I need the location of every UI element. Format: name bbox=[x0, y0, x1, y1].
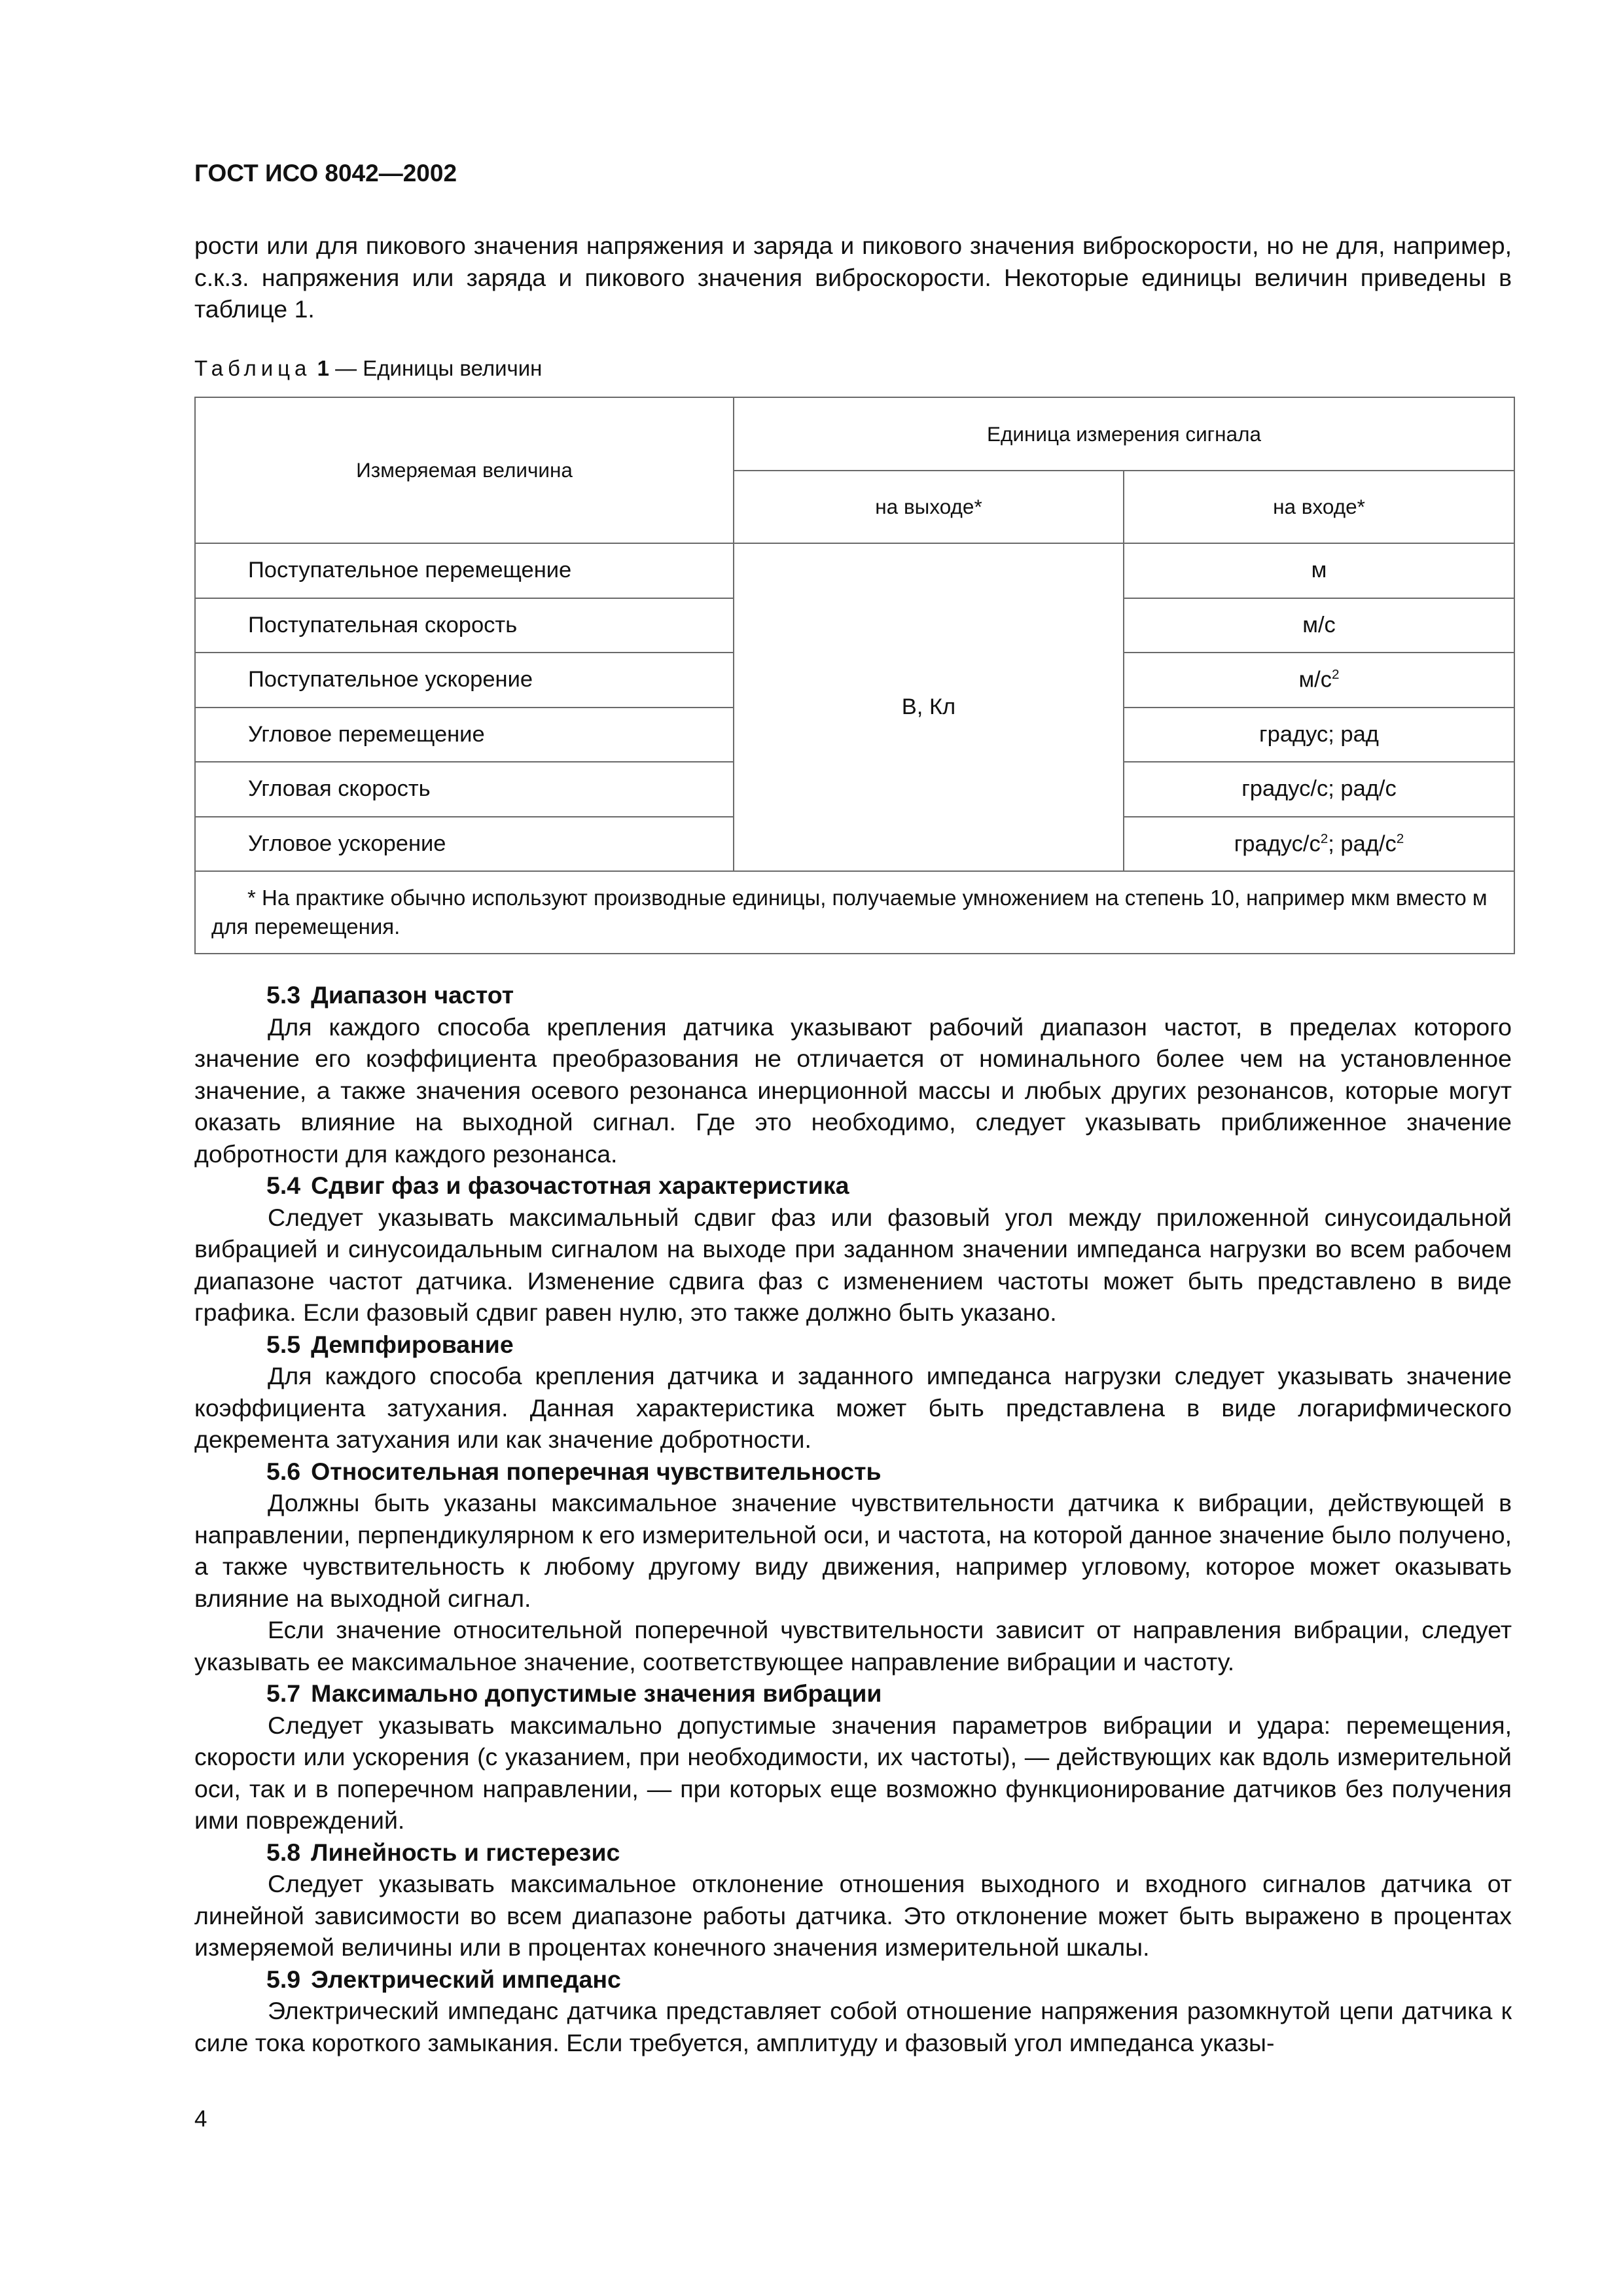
section-title: Линейность и гистерезис bbox=[311, 1838, 620, 1866]
section-paragraph: Электрический импеданс датчика представляет собой отношение напряжения разомкнутой цепи датчика к силе тока короткого замыкания. Если требуется, амплитуду и фазовый угол импеданса указы- bbox=[194, 1997, 1512, 2056]
section-heading bbox=[194, 1170, 1512, 1202]
unit-exponent: 2 bbox=[1396, 831, 1404, 846]
section-title: Максимально допустимые значения вибрации bbox=[311, 1679, 882, 1707]
quantity-cell: Поступательное ускорение bbox=[195, 653, 734, 708]
section-heading bbox=[194, 1677, 1512, 1710]
page-number: 4 bbox=[194, 2106, 207, 2132]
header-input: на входе* bbox=[1124, 471, 1514, 543]
section-number: 5.3 bbox=[266, 981, 301, 1009]
section-title: Относительная поперечная чувствительность bbox=[311, 1457, 882, 1485]
section-number: 5.7 bbox=[266, 1679, 301, 1707]
input-unit-cell: м/с bbox=[1124, 598, 1514, 653]
section-heading bbox=[194, 1837, 1512, 1869]
document-header: ГОСТ ИСО 8042—2002 bbox=[194, 160, 457, 187]
unit-text: ; рад/с bbox=[1328, 831, 1397, 856]
table-footnote-text: * На практике обычно используют производные единицы, получаемые умножением на степень 10, например мкм вместо м для перемещения. bbox=[211, 886, 1488, 939]
section-title: Демпфирование bbox=[311, 1330, 514, 1358]
header-signal-unit: Единица измерения сигнала bbox=[734, 397, 1514, 471]
quantity-cell: Поступательная скорость bbox=[195, 598, 734, 653]
quantity-cell: Угловое ускорение bbox=[195, 817, 734, 872]
sections-block bbox=[194, 979, 1512, 2058]
table-caption bbox=[194, 356, 542, 381]
input-unit-cell: градус/с; рад/с bbox=[1124, 762, 1514, 817]
intro-paragraph: рости или для пикового значения напряжения и заряда и пикового значения виброскорости, но не для, например, с.к.з. напряжения или заряда и пикового значения виброскорости. Некоторые единицы величин приведены в таблице 1. bbox=[194, 232, 1512, 323]
section-paragraph: Следует указывать максимальный сдвиг фаз или фазовый угол между приложенной синусоидальной вибрацией и синусоидальным сигналом на выходе при заданном значении импеданса нагрузки во всем рабочем диапазоне частот датчика. Изменение сдвига фаз с изменением частоты может быть представлено в виде графика. Если фазовый сдвиг равен нулю, это также должно быть указано. bbox=[194, 1203, 1512, 1326]
section-title: Сдвиг фаз и фазочастотная характеристика bbox=[311, 1172, 849, 1199]
quantity-cell: Поступательное перемещение bbox=[195, 543, 734, 598]
table-caption-number: 1 bbox=[317, 356, 329, 380]
unit-exponent: 2 bbox=[1332, 667, 1340, 682]
table-row bbox=[195, 543, 1514, 598]
table-footnote bbox=[195, 871, 1514, 954]
header-quantity: Измеряемая величина bbox=[195, 397, 734, 543]
quantity-cell: Угловая скорость bbox=[195, 762, 734, 817]
table-header-row bbox=[195, 397, 1514, 471]
section-title: Диапазон частот bbox=[311, 981, 514, 1009]
table-caption-title: — Единицы величин bbox=[335, 356, 543, 380]
section-paragraph: Если значение относительной поперечной чувствительности зависит от направления вибрации, следует указывать ее максимальное значение, соответствующее направление вибрации и частоту. bbox=[194, 1616, 1512, 1676]
section-number: 5.9 bbox=[266, 1965, 301, 1993]
section-title: Электрический импеданс bbox=[311, 1965, 621, 1993]
section-heading bbox=[194, 1456, 1512, 1488]
section-heading bbox=[194, 1329, 1512, 1361]
section-number: 5.8 bbox=[266, 1838, 301, 1866]
output-unit-cell: В, Кл bbox=[734, 543, 1124, 871]
intro-paragraph-block bbox=[194, 230, 1512, 325]
unit-exponent: 2 bbox=[1320, 831, 1329, 846]
section-number: 5.5 bbox=[266, 1330, 301, 1358]
section-heading bbox=[194, 979, 1512, 1011]
section-paragraph: Следует указывать максимальное отклонение отношения выходного и входного сигналов датчика от линейной зависимости во всем диапазоне работы датчика. Это отклонение может быть выражено в процентах измеряемой величины или в процентах конечного значения измерительной шкалы. bbox=[194, 1870, 1512, 1961]
input-unit-cell: градус; рад bbox=[1124, 708, 1514, 762]
header-output: на выходе* bbox=[734, 471, 1124, 543]
section-number: 5.4 bbox=[266, 1172, 301, 1199]
table-caption-prefix: Таблица bbox=[194, 356, 312, 380]
input-unit-cell bbox=[1124, 653, 1514, 708]
quantity-cell: Угловое перемещение bbox=[195, 708, 734, 762]
section-paragraph: Следует указывать максимально допустимые значения параметров вибрации и удара: перемещения, скорости или ускорения (с указанием, при необходимости, их частоты), — действующих как вдоль измерительной оси, так и в поперечном направлении, — при которых еще возможно функционирование датчиков без получения ими повреждений. bbox=[194, 1711, 1512, 1834]
section-paragraph: Должны быть указаны максимальное значение чувствительности датчика к вибрации, действующей в направлении, перпендикулярном к его измерительной оси, и частота, на которой данное значение было получено, а также чувствительность к любому другому виду движения, например угловому, которое может оказывать влияние на выходной сигнал. bbox=[194, 1489, 1512, 1612]
section-heading bbox=[194, 1964, 1512, 1996]
units-table bbox=[194, 397, 1515, 954]
table-footnote-row bbox=[195, 871, 1514, 954]
section-number: 5.6 bbox=[266, 1457, 301, 1485]
unit-text: м/с bbox=[1298, 667, 1332, 692]
input-unit-cell bbox=[1124, 817, 1514, 872]
unit-text: градус/с bbox=[1234, 831, 1321, 856]
section-paragraph: Для каждого способа крепления датчика указывают рабочий диапазон частот, в пределах которого значение его коэффициента преобразования не отличается от номинального более чем на установленное значение, а также значения осевого резонанса инерционной массы и любых других резонансов, которые могут оказать влияние на выходной сигнал. Где это необходимо, следует указывать приближенное значение добротности для каждого резонанса. bbox=[194, 1013, 1512, 1168]
input-unit-cell: м bbox=[1124, 543, 1514, 598]
section-paragraph: Для каждого способа крепления датчика и заданного импеданса нагрузки следует указывать значение коэффициента затухания. Данная характеристика может быть представлена в виде логарифмического декремента затухания или как значение добротности. bbox=[194, 1362, 1512, 1453]
